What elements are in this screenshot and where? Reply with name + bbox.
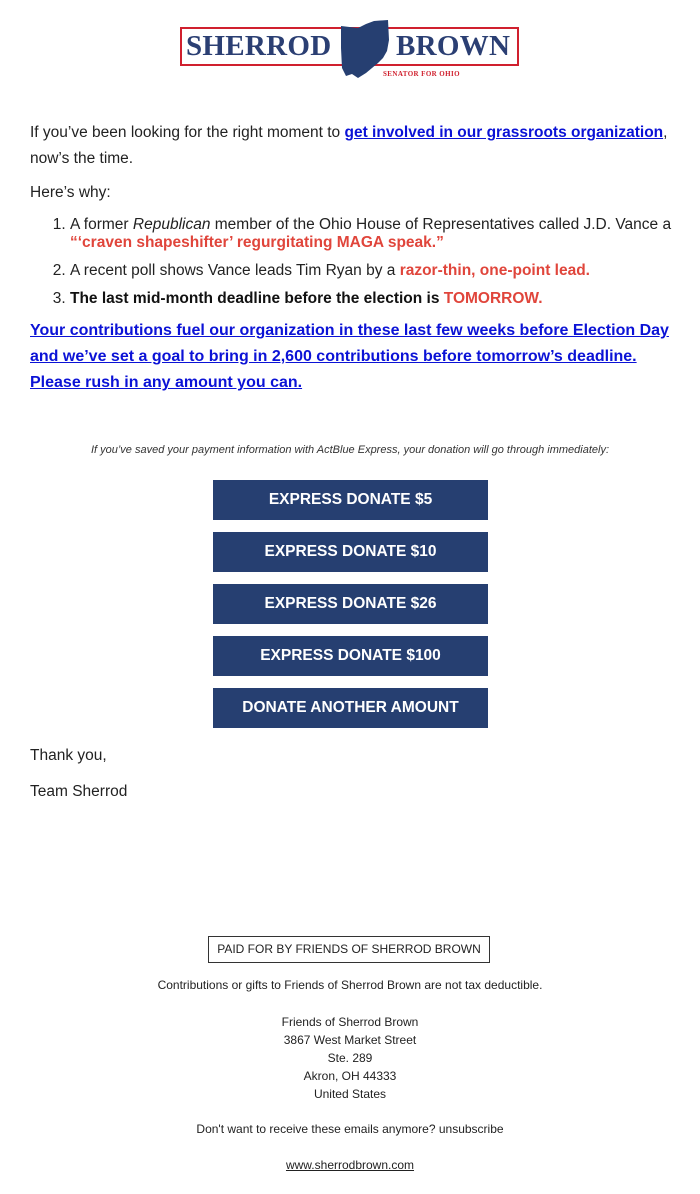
list-item: 2. A recent poll shows Vance leads Tim Ryan by a razor-thin, one-point lead. bbox=[70, 262, 675, 280]
cta-paragraph bbox=[30, 318, 675, 396]
website-link[interactable]: www.sherrodbrown.com bbox=[285, 1158, 415, 1172]
logo bbox=[0, 14, 700, 82]
unsubscribe-line: Don't want to receive these emails anymore? unsubscribe bbox=[196, 1122, 504, 1136]
intro-paragraph: If you’ve been looking for the right moment to get involved in our grassroots organization, now’s the time. bbox=[30, 124, 668, 167]
list-item: 1. A former Republican member of the Ohio House of Representatives called J.D. Vance a “‘craven shapeshifter’ regurgitating MAGA speak.” bbox=[70, 216, 675, 252]
actblue-note: If you’ve saved your payment information with ActBlue Express, your donation will go through immediately: bbox=[90, 444, 610, 456]
logo-text-brown: BROWN bbox=[396, 30, 511, 62]
heres-why: Here’s why: bbox=[30, 184, 111, 201]
contribute-link[interactable]: Your contributions fuel our organization in these last few weeks before Election Day and we’ve set a goal to bring in 2,600 contributions before tomorrow’s deadline. Please rush in any amount you can. bbox=[30, 322, 669, 391]
logo-text-sherrod: SHERROD bbox=[186, 30, 332, 62]
signoff-thanks: Thank you, bbox=[30, 747, 107, 764]
grassroots-link[interactable]: get involved in our grassroots organization bbox=[344, 124, 664, 141]
website-line bbox=[0, 1158, 700, 1172]
tax-note: Contributions or gifts to Friends of Sherrod Brown are not tax deductible. bbox=[157, 978, 543, 992]
list-item: 3. The last mid-month deadline before the election is TOMORROW. bbox=[70, 290, 675, 308]
express-donate-100-button[interactable]: EXPRESS DONATE $100 bbox=[213, 636, 488, 676]
express-donate-26-button[interactable]: EXPRESS DONATE $26 bbox=[213, 584, 488, 624]
email-body bbox=[30, 120, 675, 396]
donate-another-amount-button[interactable]: DONATE ANOTHER AMOUNT bbox=[213, 688, 488, 728]
unsubscribe-link[interactable]: unsubscribe bbox=[438, 1122, 504, 1136]
express-donate-10-button[interactable]: EXPRESS DONATE $10 bbox=[213, 532, 488, 572]
mailing-address: Friends of Sherrod Brown 3867 West Market Street Ste. 289 Akron, OH 44333 United States bbox=[281, 1015, 419, 1101]
logo-subtitle: SENATOR FOR OHIO bbox=[383, 70, 460, 78]
signoff-team: Team Sherrod bbox=[30, 783, 128, 800]
express-donate-5-button[interactable]: EXPRESS DONATE $5 bbox=[213, 480, 488, 520]
paid-for-disclaimer: PAID FOR BY FRIENDS OF SHERROD BROWN bbox=[208, 936, 490, 963]
reasons-list bbox=[30, 216, 675, 308]
